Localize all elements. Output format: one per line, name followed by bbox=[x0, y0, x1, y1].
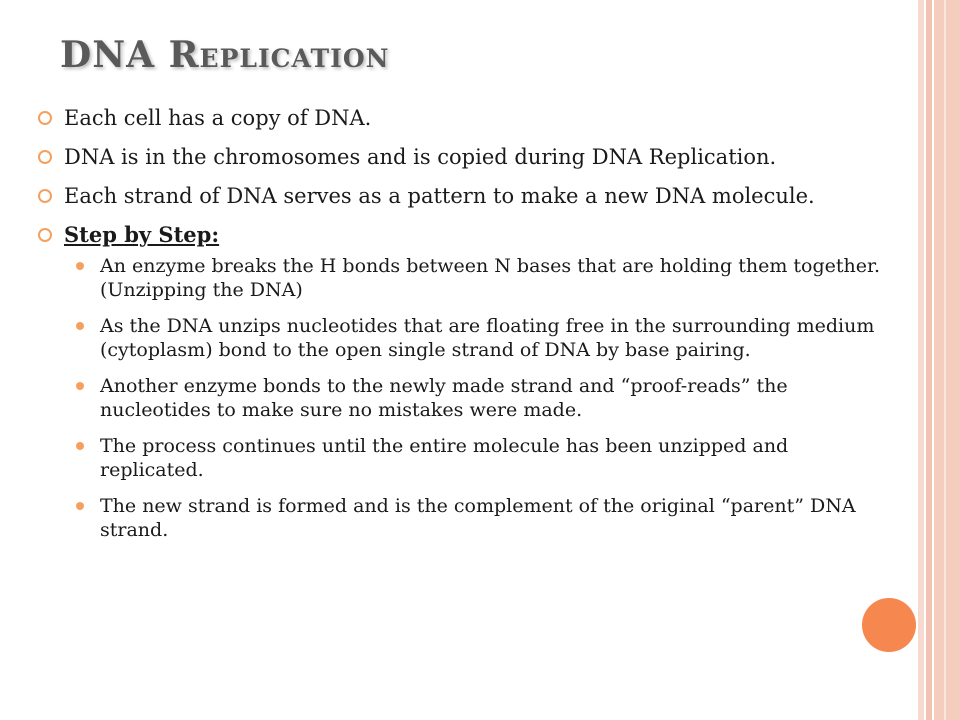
bullet-text: Each strand of DNA serves as a pattern to make a new DNA molecule. bbox=[64, 184, 815, 208]
accent-circle bbox=[862, 598, 916, 652]
step-heading-item bbox=[36, 221, 896, 249]
step-text: An enzyme breaks the H bonds between N bases that are holding them together. (Unzipping the DNA) bbox=[100, 255, 881, 301]
ring-bullet-icon bbox=[38, 111, 52, 125]
bullet-item bbox=[36, 143, 896, 171]
dot-bullet-icon bbox=[76, 322, 84, 330]
bullet-text: Each cell has a copy of DNA. bbox=[64, 106, 372, 130]
step-heading: Step by Step: bbox=[64, 222, 220, 247]
dot-bullet-icon bbox=[76, 382, 84, 390]
step-item bbox=[100, 374, 896, 422]
ring-bullet-icon bbox=[38, 189, 52, 203]
step-text: The new strand is formed and is the complement of the original “parent” DNA strand. bbox=[100, 495, 856, 541]
dot-bullet-icon bbox=[76, 262, 84, 270]
right-border-band bbox=[934, 0, 960, 720]
ring-bullet-icon bbox=[38, 228, 52, 242]
step-item bbox=[100, 494, 896, 542]
bullet-item bbox=[36, 182, 896, 210]
ring-bullet-icon bbox=[38, 150, 52, 164]
dot-bullet-icon bbox=[76, 442, 84, 450]
right-border-stripe bbox=[944, 0, 946, 720]
slide-title: DNA Replication bbox=[60, 34, 390, 76]
step-item bbox=[100, 434, 896, 482]
slide-content bbox=[36, 104, 896, 554]
step-item bbox=[100, 314, 896, 362]
step-text: As the DNA unzips nucleotides that are floating free in the surrounding medium (cytoplasm) bond to the open single strand of DNA by base pairing. bbox=[100, 315, 875, 361]
bullet-text: DNA is in the chromosomes and is copied during DNA Replication. bbox=[64, 145, 777, 169]
step-text: The process continues until the entire molecule has been unzipped and replicated. bbox=[100, 435, 789, 481]
bullet-item bbox=[36, 104, 896, 132]
step-text: Another enzyme bonds to the newly made strand and “proof-reads” the nucleotides to make sure no mistakes were made. bbox=[100, 375, 788, 421]
step-list bbox=[36, 254, 896, 542]
dot-bullet-icon bbox=[76, 502, 84, 510]
step-item bbox=[100, 254, 896, 302]
